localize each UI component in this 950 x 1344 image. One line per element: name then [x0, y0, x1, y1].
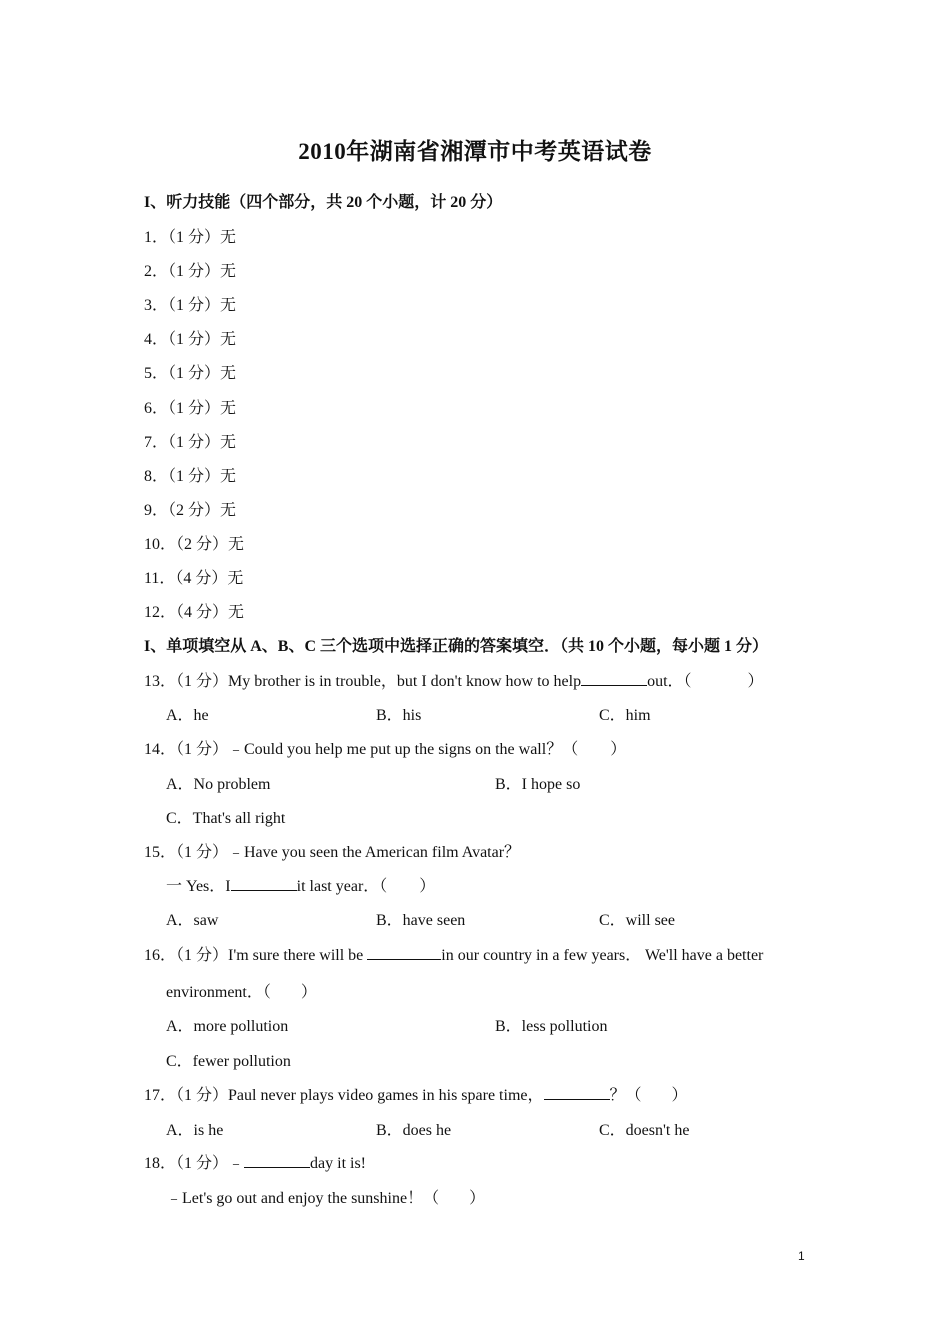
listening-item: 5．（1 分）无 [144, 365, 237, 382]
paren-close: ） [419, 878, 436, 895]
question-text: it last year．（ [296, 878, 388, 895]
listening-item: 11．（4 分）无 [144, 570, 244, 587]
option-a: A．is he [166, 1122, 224, 1139]
question-text: 18．（1 分）﹣ [144, 1155, 245, 1172]
question-text: environment．（ [166, 984, 271, 1001]
question-13 [144, 668, 764, 691]
question-text: 16．（1 分）I'm sure there will be [144, 947, 368, 964]
answer-blank [244, 1153, 310, 1168]
option-a: A．No problem [166, 776, 271, 793]
page-number: 1 [798, 1249, 805, 1263]
paren-close: ） [747, 673, 764, 690]
paren-close: ） [671, 1087, 688, 1104]
option-b: B．does he [376, 1122, 452, 1139]
question-text: in our country in a few years． We'll have a better [441, 947, 764, 964]
listening-item: 8．（1 分）无 [144, 468, 237, 485]
question-18 [144, 1150, 366, 1173]
option-a: A．more pollution [166, 1018, 289, 1035]
question-text: ？（ [609, 1087, 642, 1104]
option-a: A．he [166, 707, 209, 724]
question-17 [144, 1082, 688, 1105]
page-title: 2010年湖南省湘潭市中考英语试卷 [298, 139, 652, 164]
option-b: B．his [376, 707, 422, 724]
listening-item: 2．（1 分）无 [144, 263, 237, 280]
question-16-continued [166, 979, 317, 1002]
listening-item: 1．（1 分）无 [144, 229, 237, 246]
listening-item: 7．（1 分）无 [144, 434, 237, 451]
option-c: C．him [599, 707, 651, 724]
paren-close: ） [300, 984, 317, 1001]
answer-blank [367, 945, 441, 960]
listening-item: 9．（2 分）无 [144, 502, 237, 519]
question-14 [144, 736, 626, 759]
section-single-choice-heading: I、单项填空从 A、B、C 三个选项中选择正确的答案填空．（共 10 个小题，每小题 1 分） [144, 638, 769, 655]
question-text: 17．（1 分）Paul never plays video games in his spare time， [144, 1087, 544, 1104]
option-c: C．That's all right [166, 810, 286, 827]
listening-item: 6．（1 分）无 [144, 400, 237, 417]
listening-item: 3．（1 分）无 [144, 297, 237, 314]
section-listening-heading: I、听力技能（四个部分，共 20 个小题，计 20 分） [144, 194, 503, 211]
option-b: B．I hope so [495, 776, 581, 793]
paren-close: ） [469, 1190, 486, 1207]
answer-blank [231, 876, 297, 891]
listening-item: 4．（1 分）无 [144, 331, 237, 348]
option-b: B．less pollution [495, 1018, 608, 1035]
listening-item: 12．（4 分）无 [144, 604, 245, 621]
question-16 [144, 942, 763, 965]
option-b: B．have seen [376, 912, 466, 929]
question-text: day it is! [310, 1155, 367, 1172]
option-c: C．doesn't he [599, 1122, 690, 1139]
question-text: ﹣Let's go out and enjoy the sunshine！（ [166, 1190, 440, 1207]
option-a: A．saw [166, 912, 219, 929]
answer-blank [581, 671, 647, 686]
question-text: out．（ [647, 673, 692, 690]
paren-close: ） [610, 741, 627, 758]
question-15-dialogue [166, 873, 435, 896]
question-text: 14．（1 分）﹣Could you help me put up the signs on the wall？（ [144, 741, 579, 758]
question-15: 15．（1 分）﹣Have you seen the American film Avatar？ [144, 844, 521, 861]
question-text: 13．（1 分）My brother is in trouble，but I don't know how to help [144, 673, 582, 690]
option-c: C．fewer pollution [166, 1053, 291, 1070]
question-text: 一 Yes．I [166, 878, 231, 895]
question-18-dialogue [166, 1185, 485, 1208]
answer-blank [544, 1085, 610, 1100]
listening-item: 10．（2 分）无 [144, 536, 245, 553]
option-c: C．will see [599, 912, 675, 929]
